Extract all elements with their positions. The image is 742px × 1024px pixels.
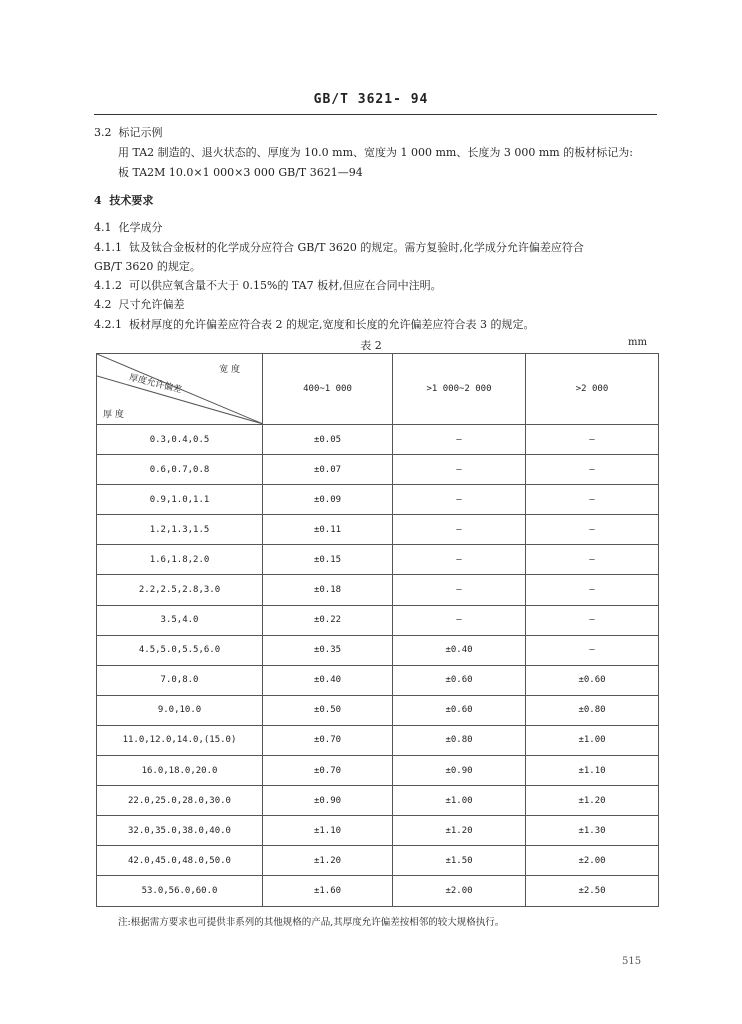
section-number: 4 <box>94 194 102 207</box>
thickness-cell: 16.0,18.0,20.0 <box>97 756 263 786</box>
tolerance-cell: — <box>393 425 526 455</box>
thickness-cell: 7.0,8.0 <box>97 665 263 695</box>
tolerance-cell: — <box>526 485 659 515</box>
header-rule <box>94 114 657 115</box>
clause-title: 化学成分 <box>118 221 163 234</box>
thickness-cell: 4.5,5.0,5.5,6.0 <box>97 635 263 665</box>
clause-4-2-1 <box>94 318 534 332</box>
tolerance-cell: ±1.00 <box>393 786 526 816</box>
tolerance-cell: — <box>526 425 659 455</box>
thickness-cell: 42.0,45.0,48.0,50.0 <box>97 846 263 876</box>
paragraph-line: GB/T 3620 的规定。 <box>94 260 201 273</box>
table-row <box>97 786 659 816</box>
section-title: 技术要求 <box>109 194 154 207</box>
corner-label-thickness: 厚 度 <box>103 410 124 420</box>
tolerance-cell: — <box>526 515 659 545</box>
tolerance-cell: ±0.90 <box>393 756 526 786</box>
tolerance-cell: ±0.60 <box>393 665 526 695</box>
page-number: 515 <box>622 956 642 967</box>
tolerance-cell: — <box>526 605 659 635</box>
thickness-cell: 1.6,1.8,2.0 <box>97 545 263 575</box>
tolerance-cell: ±0.70 <box>263 725 393 755</box>
tolerance-cell: — <box>526 635 659 665</box>
tolerance-cell: ±0.18 <box>263 575 393 605</box>
thickness-cell: 9.0,10.0 <box>97 695 263 725</box>
tolerance-cell: — <box>526 545 659 575</box>
tolerance-cell: ±1.30 <box>526 816 659 846</box>
tolerance-cell: ±1.60 <box>263 876 393 906</box>
tolerance-cell: ±0.60 <box>393 695 526 725</box>
table-note: 注:根据需方要求也可提供非系列的其他规格的产品,其厚度允许偏差按相邻的较大规格执行。 <box>118 917 505 928</box>
tolerance-cell: ±1.00 <box>526 725 659 755</box>
thickness-cell: 32.0,35.0,38.0,40.0 <box>97 816 263 846</box>
tolerance-cell: ±1.20 <box>263 846 393 876</box>
table-row <box>97 455 659 485</box>
table-row <box>97 695 659 725</box>
tolerance-cell: — <box>526 575 659 605</box>
thickness-tolerance-table <box>96 353 659 907</box>
clause-text: 板材厚度的允许偏差应符合表 2 的规定,宽度和长度的允许偏差应符合表 3 的规定。 <box>129 318 535 331</box>
table-unit: mm <box>628 337 647 348</box>
tolerance-cell: ±0.05 <box>263 425 393 455</box>
tolerance-cell: ±0.07 <box>263 455 393 485</box>
tolerance-cell: ±0.40 <box>393 635 526 665</box>
column-header: >2 000 <box>526 354 659 425</box>
thickness-cell: 22.0,25.0,28.0,30.0 <box>97 786 263 816</box>
table-row <box>97 545 659 575</box>
column-header: 400~1 000 <box>263 354 393 425</box>
tolerance-cell: ±0.09 <box>263 485 393 515</box>
clause-4-1 <box>94 221 163 235</box>
tolerance-cell: ±0.35 <box>263 635 393 665</box>
table-row <box>97 725 659 755</box>
standard-header: GB/T 3621- 94 <box>313 92 429 107</box>
thickness-cell: 0.3,0.4,0.5 <box>97 425 263 455</box>
tolerance-cell: ±1.20 <box>393 816 526 846</box>
corner-cell <box>97 354 263 425</box>
section-4 <box>94 194 153 208</box>
tolerance-cell: ±1.20 <box>526 786 659 816</box>
tolerance-cell: ±0.60 <box>526 665 659 695</box>
table-row <box>97 665 659 695</box>
clause-text: 可以供应氧含量不大于 0.15%的 TA7 板材,但应在合同中注明。 <box>129 279 442 292</box>
clause-number: 4.2.1 <box>94 318 122 331</box>
tolerance-cell: ±0.90 <box>263 786 393 816</box>
thickness-cell: 2.2,2.5,2.8,3.0 <box>97 575 263 605</box>
table-row <box>97 876 659 906</box>
tolerance-cell: ±2.00 <box>526 846 659 876</box>
paragraph-line: 用 TA2 制造的、退火状态的、厚度为 10.0 mm、宽度为 1 000 mm、长度为 3 000 mm 的板材标记为: <box>118 146 633 159</box>
tolerance-cell: — <box>393 605 526 635</box>
tolerance-cell: — <box>393 485 526 515</box>
table-row <box>97 635 659 665</box>
table-row <box>97 515 659 545</box>
table-row <box>97 816 659 846</box>
table-header-row <box>97 354 659 425</box>
clause-number: 4.1.2 <box>94 279 122 292</box>
column-header: >1 000~2 000 <box>393 354 526 425</box>
tolerance-cell: ±2.50 <box>526 876 659 906</box>
tolerance-cell: — <box>393 515 526 545</box>
clause-number: 4.1.1 <box>94 241 122 254</box>
tolerance-cell: — <box>526 455 659 485</box>
tolerance-cell: ±0.80 <box>526 695 659 725</box>
table-row <box>97 485 659 515</box>
clause-4-1-1 <box>94 241 584 255</box>
tolerance-cell: ±0.40 <box>263 665 393 695</box>
table-row <box>97 575 659 605</box>
thickness-cell: 0.6,0.7,0.8 <box>97 455 263 485</box>
tolerance-cell: ±1.50 <box>393 846 526 876</box>
tolerance-cell: ±1.10 <box>263 816 393 846</box>
tolerance-cell: ±1.10 <box>526 756 659 786</box>
table-row <box>97 756 659 786</box>
clause-title: 标记示例 <box>118 126 163 139</box>
tolerance-cell: — <box>393 455 526 485</box>
table-row <box>97 425 659 455</box>
table-caption: 表 2 <box>360 339 382 352</box>
paragraph-line: 板 TA2M 10.0×1 000×3 000 GB/T 3621—94 <box>118 166 363 179</box>
tolerance-cell: ±0.70 <box>263 756 393 786</box>
table-row <box>97 605 659 635</box>
clause-title: 尺寸允许偏差 <box>118 298 185 311</box>
clause-number: 3.2 <box>94 126 112 139</box>
tolerance-cell: ±0.15 <box>263 545 393 575</box>
thickness-cell: 1.2,1.3,1.5 <box>97 515 263 545</box>
clause-text: 钛及钛合金板材的化学成分应符合 GB/T 3620 的规定。需方复验时,化学成分允许偏差应符合 <box>129 241 584 254</box>
clause-4-1-2 <box>94 279 442 293</box>
thickness-cell: 11.0,12.0,14.0,(15.0) <box>97 725 263 755</box>
tolerance-cell: ±2.00 <box>393 876 526 906</box>
tolerance-cell: ±0.50 <box>263 695 393 725</box>
table-row <box>97 846 659 876</box>
corner-label-width: 宽 度 <box>219 365 240 375</box>
thickness-cell: 3.5,4.0 <box>97 605 263 635</box>
tolerance-cell: ±0.22 <box>263 605 393 635</box>
clause-number: 4.2 <box>94 298 112 311</box>
tolerance-cell: — <box>393 545 526 575</box>
clause-number: 4.1 <box>94 221 112 234</box>
tolerance-cell: ±0.11 <box>263 515 393 545</box>
tolerance-cell: — <box>393 575 526 605</box>
thickness-cell: 53.0,56.0,60.0 <box>97 876 263 906</box>
thickness-cell: 0.9,1.0,1.1 <box>97 485 263 515</box>
clause-4-2 <box>94 298 185 312</box>
corner-label-tolerance: 厚度允许偏差 <box>127 372 183 396</box>
tolerance-cell: ±0.80 <box>393 725 526 755</box>
clause-3-2 <box>94 126 163 140</box>
